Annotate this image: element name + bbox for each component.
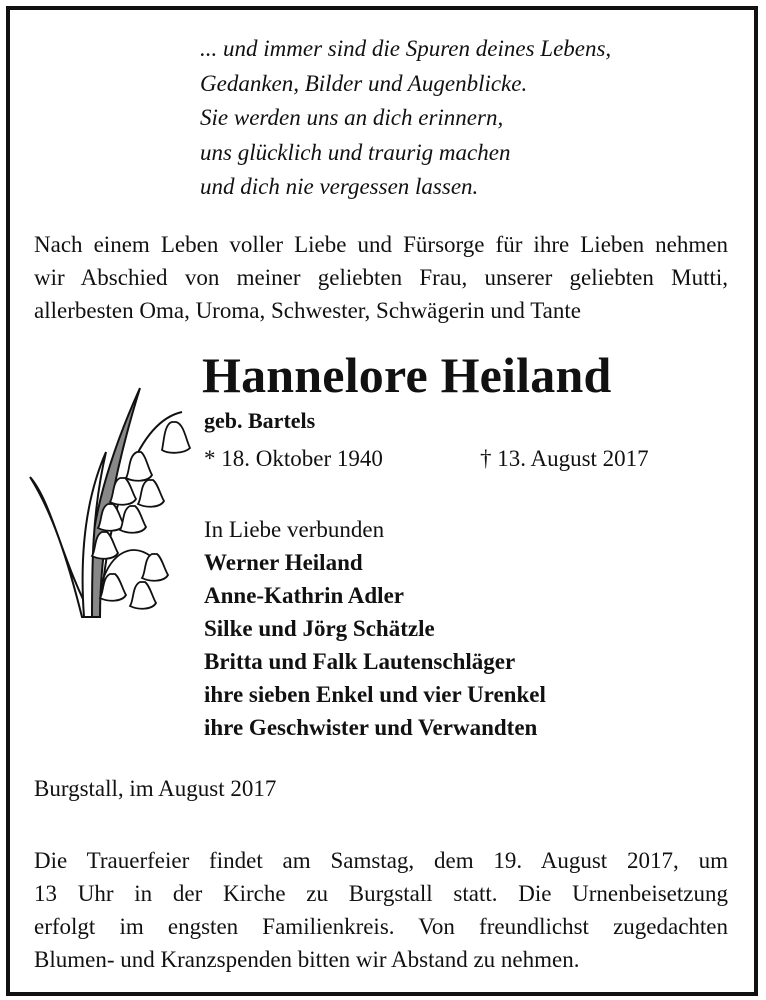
notice-line: erfolgt im engsten Familienkreis. Von freundlichst zugedachten xyxy=(34,914,728,939)
notice-line: Die Trauerfeier findet am Samstag, dem 19. August 2017, um xyxy=(34,848,728,873)
poem-line: ... und immer sind die Spuren deines Lebens, xyxy=(200,36,612,61)
family-intro: In Liebe verbunden xyxy=(204,517,385,542)
poem-line: und dich nie vergessen lassen. xyxy=(200,174,479,199)
family-member: ihre sieben Enkel und vier Urenkel xyxy=(204,682,546,707)
poem-line: Sie werden uns an dich erinnern, xyxy=(200,105,504,130)
notice-line: 13 Uhr in der Kirche zu Burgstall statt. Die Urnenbeisetzung xyxy=(34,881,728,906)
deceased-name: Hannelore Heiland xyxy=(202,347,612,403)
family-member: ihre Geschwister und Verwandten xyxy=(204,715,538,740)
intro-line: allerbesten Oma, Uroma, Schwester, Schwägerin und Tante xyxy=(34,298,581,323)
poem-line: uns glücklich und traurig machen xyxy=(200,139,511,165)
intro-text xyxy=(34,228,728,327)
lily-of-the-valley-illustration xyxy=(22,382,202,622)
intro-line: wir Abschied von meiner geliebten Frau, unserer geliebten Mutti, xyxy=(34,265,728,290)
family-member: Silke und Jörg Schätzle xyxy=(204,616,435,641)
birth-date: * 18. Oktober 1940 xyxy=(204,446,383,471)
poem-line: Gedanken, Bilder und Augenblicke. xyxy=(200,70,528,96)
birth-name: geb. Bartels xyxy=(204,408,316,433)
obituary-frame xyxy=(6,6,758,996)
death-date: † 13. August 2017 xyxy=(480,446,649,471)
poem xyxy=(200,32,611,205)
notice-line: Blumen- und Kranzspenden bitten wir Abstand zu nehmen. xyxy=(34,947,580,972)
family-member: Anne-Kathrin Adler xyxy=(204,583,404,608)
intro-line: Nach einem Leben voller Liebe und Fürsorge für ihre Lieben nehmen xyxy=(34,232,728,257)
family-member: Britta und Falk Lautenschläger xyxy=(204,649,516,674)
family-member: Werner Heiland xyxy=(204,550,363,575)
place-and-date: Burgstall, im August 2017 xyxy=(34,776,277,801)
funeral-notice xyxy=(34,844,728,976)
family-list xyxy=(204,513,546,744)
